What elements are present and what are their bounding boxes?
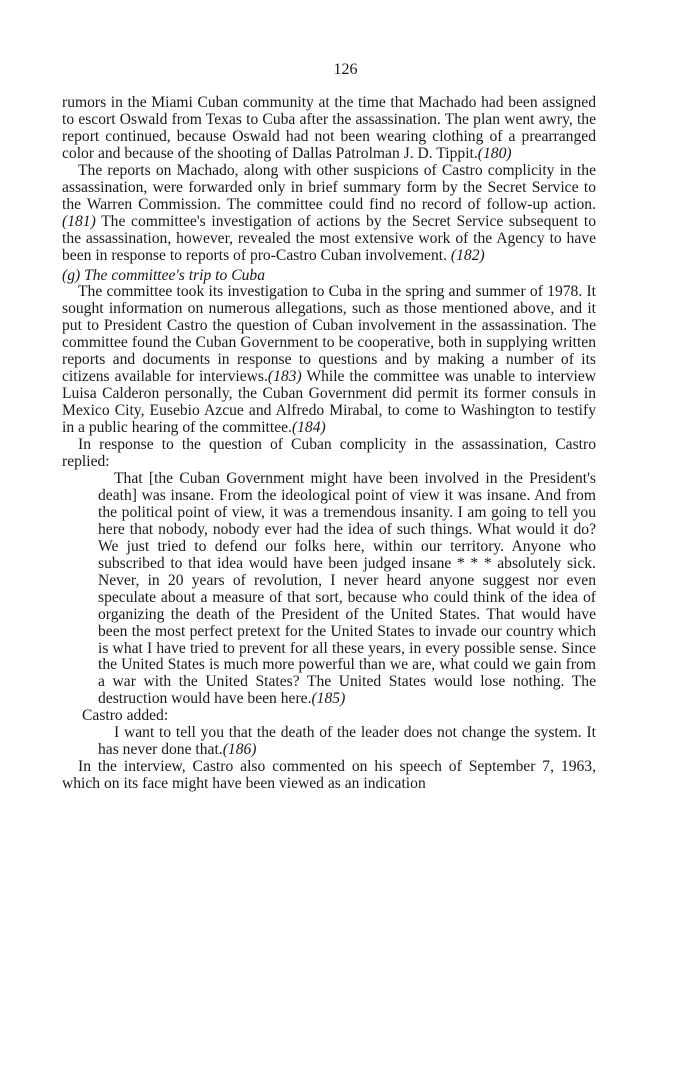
paragraph-machado-reports [62, 163, 596, 265]
paragraph-text: The committee took its investigation to Cuba in the spring and summer of 1978. It sought information on numerous allegations, such as those mentioned above, and it put to President Castro the question of Cuban involvement in the assassination. The committee found the Cuban Government to be cooperative, both in supplying written reports and documents in response to questions and by making a number of its citizens available for interviews. [62, 283, 596, 386]
paragraph-castro-added: Castro added: [82, 707, 169, 725]
citation-185: (185) [311, 690, 346, 708]
paragraph-text: The committee's investigation of actions by the Secret Service subsequent to the assassination, however, revealed the most extensive work of the Agency to have been in response to reports of pro-Castro Cuban involvement. [62, 212, 596, 264]
paragraph-text: While the committee was unable to interview Luisa Calderon personally, the Cuban Government did permit its former consuls in Mexico City, Eusebio Azcue and Alfredo Mirabal, to come to Washington to testify in a public hearing of the committee. [62, 368, 597, 437]
citation-180: (180) [477, 144, 512, 162]
paragraph-castro-replied: In response to the question of Cuban complicity in the assassination, Castro replied: [62, 436, 596, 471]
page-number: 126 [333, 61, 358, 78]
quote-body: That [the Cuban Government might have been involved in the President's death] was insane. From the ideological point of view it was insane. And from the political point of view, it was a tremendous insanity. I am going to tell you here that nobody, nobody ever had the idea of such things. What would it do? We just tried to defend our folks here, within our territory. Anyone who subscribed to that idea would have been judged insane * * * absolutely sick. Never, in 20 years of revolution, I never heard anyone suggest nor even speculate about a measure of that sort, because who could think of the idea of organizing the death of the President of the United States. That would have been the most perfect pretext for the United States to invade our country which is what I have tried to prevent for all these years, in every possible sense. Since the United States is much more powerful than we are, what could we gain from a war with the United States? The United States would lose nothing. The destruction would have been here. [98, 469, 596, 708]
paragraph-machado-rumors [62, 95, 596, 163]
paragraph-text: rumors in the Miami Cuban community at the time that Machado had been assigned to escort Oswald from Texas to Cuba after the assassination. The plan went awry, the report continued, because Oswald had not been wearing clothing of a prearranged color and because of the shooting of Dallas Patrolman J. D. Tippit. [62, 94, 596, 162]
citation-182: (182) [450, 246, 485, 264]
citation-184: (184) [291, 419, 326, 437]
page-body [62, 95, 596, 793]
quote-text [98, 725, 596, 759]
paragraph-cuba-investigation [62, 284, 596, 437]
citation-183: (183) [267, 368, 302, 386]
quote-text [98, 471, 596, 708]
citation-186: (186) [222, 741, 257, 759]
citation-181: (181) [62, 212, 96, 230]
quote-body: I want to tell you that the death of the leader does not change the system. It has never done that. [98, 724, 596, 759]
paragraph-september-speech: In the interview, Castro also commented on his speech of September 7, 1963, which on its face might have been viewed as an indication [62, 758, 596, 793]
block-quote-castro-added [98, 725, 596, 759]
block-quote-castro-reply [98, 471, 596, 708]
section-heading-cuba-trip: (g) The committee's trip to Cuba [62, 266, 266, 284]
paragraph-text: The reports on Machado, along with other suspicions of Castro complicity in the assassination, were forwarded only in brief summary form by the Secret Service to the Warren Commission. The committee could find no record of follow-up action. [62, 161, 596, 213]
